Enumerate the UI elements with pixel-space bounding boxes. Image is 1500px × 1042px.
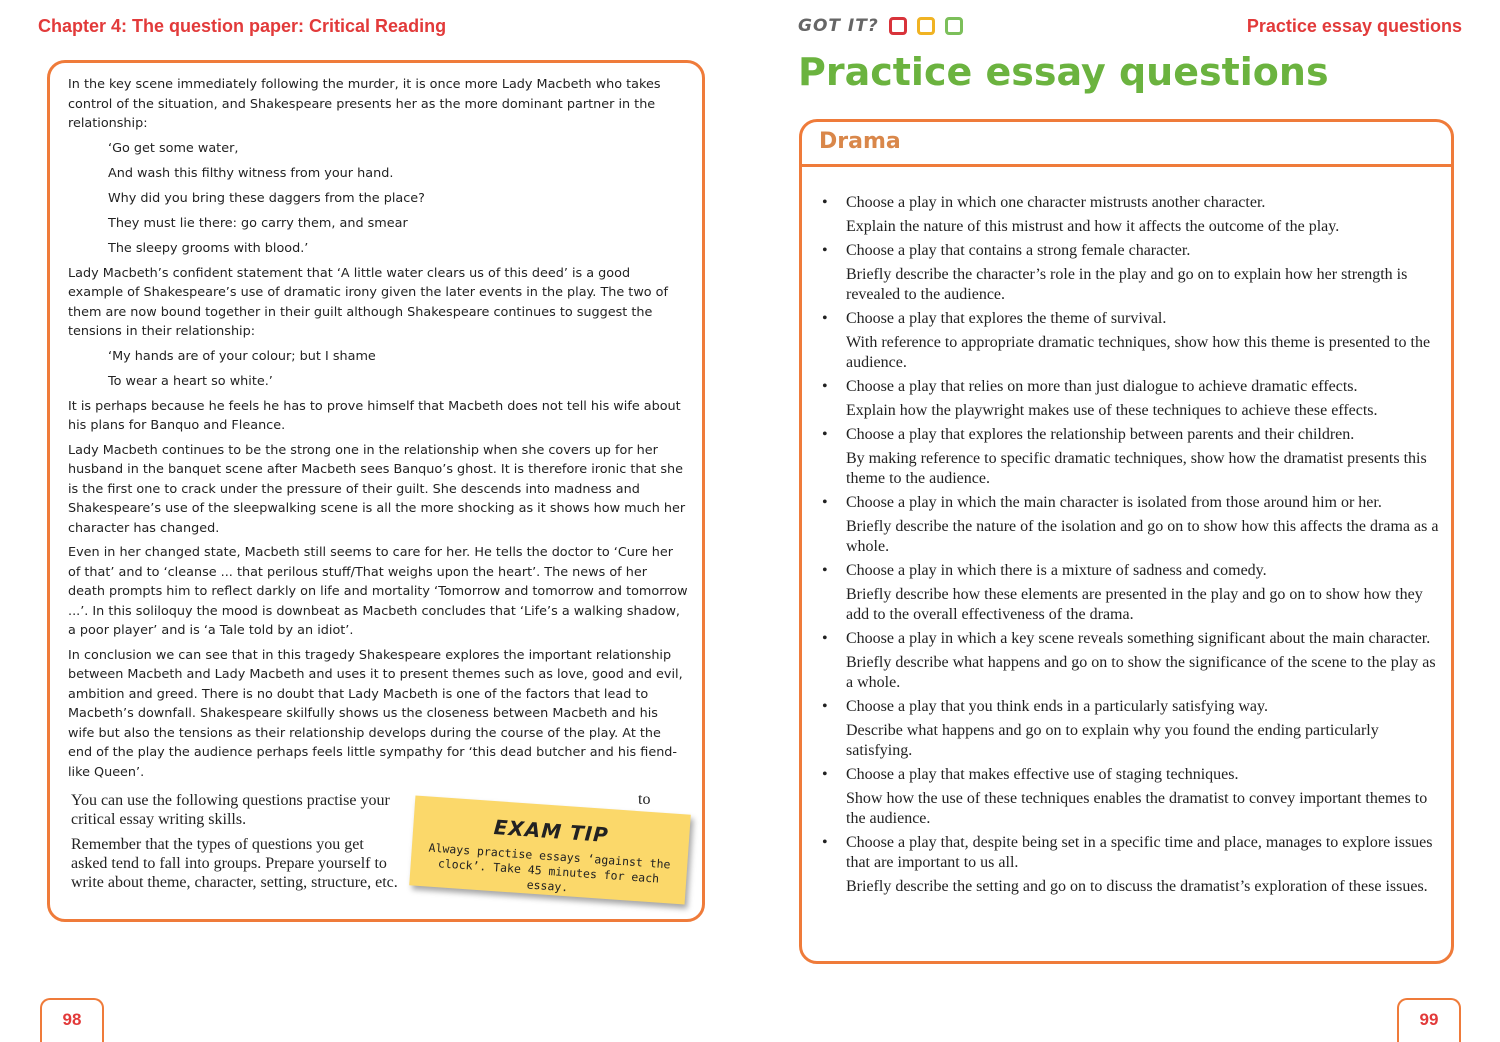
question-instruction: Explain the nature of this mistrust and how it affects the outcome of the play. <box>846 218 1340 235</box>
question-main: Choose a play that explores the relationship between parents and their children. <box>846 426 1355 443</box>
question-main: Choose a play that makes effective use of staging techniques. <box>846 766 1239 783</box>
question-item <box>820 629 1445 693</box>
exam-tip-title: EXAM TIP <box>493 815 610 848</box>
bullet-icon: • <box>822 378 828 395</box>
quote-line: They must lie there: go carry them, and smear <box>108 215 408 231</box>
section-title: Drama <box>819 129 901 154</box>
bullet-icon: • <box>822 766 828 783</box>
quote-line: Why did you bring these daggers from the place? <box>108 190 425 206</box>
intro-text <box>71 791 401 898</box>
got-it-label: GOT IT? <box>798 16 879 36</box>
bullet-icon: • <box>822 834 828 851</box>
essay-panel <box>47 60 705 922</box>
question-item <box>820 193 1445 237</box>
question-item <box>820 425 1445 489</box>
question-instruction: Briefly describe how these elements are presented in the play and go on to show how they add to the overall effectiveness of the drama. <box>846 586 1423 623</box>
bullet-icon: • <box>822 426 828 443</box>
bullet-icon: • <box>822 242 828 259</box>
question-main: Choose a play that, despite being set in a specific time and place, manages to explore issues that are important to us all. <box>846 834 1433 871</box>
got-it-checkbox-yellow[interactable] <box>917 17 935 35</box>
question-item <box>820 561 1445 625</box>
bullet-icon: • <box>822 698 828 715</box>
question-item <box>820 765 1445 829</box>
question-instruction: Describe what happens and go on to explain why you found the ending particularly satisfying. <box>846 722 1379 759</box>
question-main: Choose a play that contains a strong female character. <box>846 242 1191 259</box>
essay-paragraph: In conclusion we can see that in this tragedy Shakespeare explores the important relationship between Macbeth and Lady Macbeth and uses it to present themes such as love, good and evil, ambition and greed. There is no doubt that Lady Macbeth is one of the factors that lead to Macbeth’s downfall. Shakespeare skilfully shows us the closeness between Macbeth and his wife but also the tensions as their relationship develops during the course of the play. At the end of the play the audience perhaps feels little sympathy for ‘this dead butcher and his fiend-like Queen’. <box>68 647 683 780</box>
bullet-icon: • <box>822 310 828 327</box>
questions-panel <box>799 119 1454 964</box>
question-instruction: By making reference to specific dramatic techniques, show how the dramatist presents this theme to the audience. <box>846 450 1427 487</box>
question-item <box>820 493 1445 557</box>
essay-paragraph: Even in her changed state, Macbeth still seems to care for her. He tells the doctor to ‘Cure her of that’ and to ‘cleanse ... that perilous stuff/That weighs upon the heart’. The news of her death prompts him to reflect darkly on life and mortality ‘Tomorrow and tomorrow and tomorrow ...’. In this soliloquy the mood is downbeat as Macbeth concludes that ‘Life’s a walking shadow, a poor player’ and is ‘a Tale told by an idiot’. <box>68 545 688 638</box>
intro-to-word: to <box>638 791 651 808</box>
question-instruction: Show how the use of these techniques enables the dramatist to convey important themes to the audience. <box>846 790 1428 827</box>
quote-line: ‘Go get some water, <box>108 140 239 156</box>
got-it-tracker <box>798 16 963 36</box>
chapter-header: Chapter 4: The question paper: Critical Reading <box>38 16 447 36</box>
question-item <box>820 697 1445 761</box>
question-item <box>820 833 1445 897</box>
question-main: Choose a play that explores the theme of survival. <box>846 310 1167 327</box>
got-it-checkbox-green[interactable] <box>945 17 963 35</box>
section-header: Practice essay questions <box>1246 16 1462 36</box>
exam-tip-body: Always practise essays ‘against the clock’. Take 45 minutes for each essay. <box>428 840 671 895</box>
essay-paragraph: Lady Macbeth continues to be the strong one in the relationship when she covers up for her husband in the banquet scene after Macbeth sees Banquo’s ghost. It is therefore ironic that she is the first one to crack under the pressure of their guilt. She descends into madness and Shakespeare’s use of the sleepwalking scene is all the more shocking as it shows how much her character has changed. <box>68 442 686 536</box>
question-instruction: Briefly describe the character’s role in the play and go on to explain how her strength is revealed to the audience. <box>846 266 1408 303</box>
question-instruction: Briefly describe what happens and go on to show the significance of the scene to the play as a whole. <box>846 654 1436 691</box>
question-instruction: Briefly describe the setting and go on to discuss the dramatist’s exploration of these issues. <box>846 878 1428 895</box>
quote-line: And wash this filthy witness from your hand. <box>108 165 394 181</box>
question-main: Choose a play in which there is a mixture of sadness and comedy. <box>846 562 1267 579</box>
intro-paragraph: Remember that the types of questions you get asked tend to fall into groups. Prepare yourself to write about theme, character, setting, structure, etc. <box>71 836 398 891</box>
page-number-left: 98 <box>40 998 104 1042</box>
question-main: Choose a play that relies on more than just dialogue to achieve dramatic effects. <box>846 378 1358 395</box>
page-number-right: 99 <box>1397 998 1461 1042</box>
quote-line: ‘My hands are of your colour; but I shame <box>108 348 376 364</box>
page-title: Practice essay questions <box>798 50 1329 94</box>
got-it-checkbox-red[interactable] <box>889 17 907 35</box>
intro-paragraph: You can use the following questions practise your critical essay writing skills. <box>71 792 390 828</box>
question-instruction: With reference to appropriate dramatic techniques, show how this theme is presented to the audience. <box>846 334 1431 371</box>
question-item <box>820 309 1445 373</box>
question-instruction: Briefly describe the nature of the isolation and go on to show how this affects the drama as a whole. <box>846 518 1439 555</box>
bullet-icon: • <box>822 630 828 647</box>
exam-tip-note <box>409 795 691 904</box>
bullet-icon: • <box>822 194 828 211</box>
essay-paragraph: In the key scene immediately following the murder, it is once more Lady Macbeth who takes control of the situation, and Shakespeare presents her as the more dominant partner in the relationship: <box>68 77 661 131</box>
question-list <box>820 193 1445 901</box>
essay-paragraph: Lady Macbeth’s confident statement that ‘A little water clears us of this deed’ is a good example of Shakespeare’s use of dramatic irony given the later events in the play. The two of them are now bound together in their guilt although Shakespeare continues to suggest the tensions in their relationship: <box>68 265 669 339</box>
quote-line: To wear a heart so white.’ <box>108 373 273 389</box>
question-main: Choose a play that you think ends in a particularly satisfying way. <box>846 698 1268 715</box>
question-item <box>820 241 1445 305</box>
bullet-icon: • <box>822 562 828 579</box>
quote-line: The sleepy grooms with blood.’ <box>108 240 309 256</box>
question-main: Choose a play in which a key scene reveals something significant about the main character. <box>846 630 1431 647</box>
bullet-icon: • <box>822 494 828 511</box>
question-main: Choose a play in which one character mistrusts another character. <box>846 194 1266 211</box>
question-item <box>820 377 1445 421</box>
essay-paragraph: It is perhaps because he feels he has to prove himself that Macbeth does not tell his wife about his plans for Banquo and Fleance. <box>68 398 681 433</box>
question-main: Choose a play in which the main character is isolated from those around him or her. <box>846 494 1382 511</box>
question-instruction: Explain how the playwright makes use of these techniques to achieve these effects. <box>846 402 1378 419</box>
sample-essay <box>68 75 688 787</box>
